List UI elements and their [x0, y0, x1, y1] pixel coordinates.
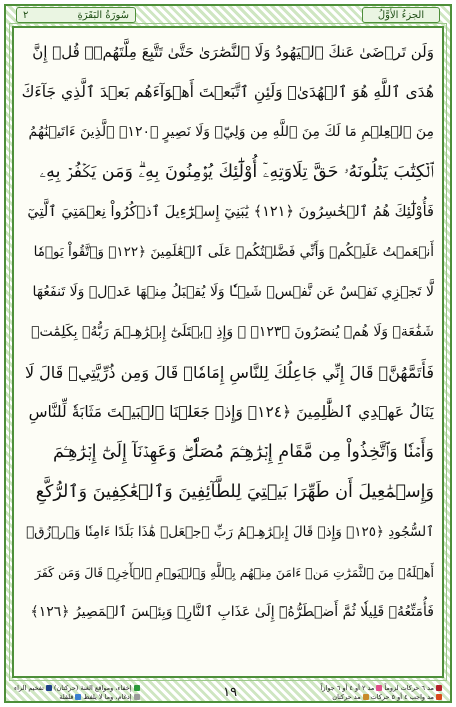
surah-number: ٢: [23, 9, 29, 21]
verse-line: يَنَالُ عَهۡدِي ٱلظَّٰلِمِينَ ﴿١٢٤﴾ وَإِذۡ جَعَلۡنَا ٱلۡبَيۡتَ مَثَابَةٗ لِّلنَّاسِ: [28, 403, 434, 421]
page-number: ١٩: [223, 684, 238, 700]
verse-line: وَأَمۡنٗا وَٱتَّخِذُواْ مِن مَّقَامِ إِبۡرَٰهِـۧمَ مُصَلّٗىۖ وَعَهِدۡنَآ إِلَىٰٓ إِبۡرَٰهِـۧمَ: [53, 442, 434, 462]
legend-label: تفخيم الراء: [14, 683, 44, 692]
verse-line: ٱلسُّجُودِ ﴿١٢٥﴾ وَإِذۡ قَالَ إِبۡرَٰهِـۧمُ رَبِّ ٱجۡعَلۡ هَٰذَا بَلَدًا ءَامِنٗا وَٱرۡزُقۡ: [26, 524, 434, 540]
surah-name: سُورَةُ البَقَرَةِ: [77, 9, 129, 21]
legend-item: [14, 693, 140, 701]
verse-line: أَنۡعَمۡتُ عَلَيۡكُمۡ وَأَنِّي فَضَّلۡتُكُمۡ عَلَى ٱلۡعَٰلَمِينَ ﴿١٢٢﴾ وَٱتَّقُواْ يَوۡمٗا: [33, 244, 434, 260]
tajweed-legend-left: [14, 684, 140, 701]
legend-label: مد ٢ أو ٤ أو ٦ جوازاً: [320, 683, 375, 692]
verse-line: فَأُمَتِّعُهُۥ قَلِيلٗا ثُمَّ أَضۡطَرُّهُۥٓ إِلَىٰ عَذَابِ ٱلنَّارِۖ وَبِئۡسَ ٱلۡمَصِيرُ ﴿١٢٦﴾: [30, 604, 434, 620]
verse-line: شَفَٰعَةٞ وَلَا هُمۡ يُنصَرُونَ ﴿١٢٣﴾ ۞ وَإِذِ ٱبۡتَلَىٰٓ إِبۡرَٰهِـۧمَ رَبُّهُۥ بِكَلِمَٰتٖ: [31, 324, 434, 340]
verse-line: لَّا تَجۡزِي نَفۡسٌ عَن نَّفۡسٖ شَيۡـٔٗا وَلَا يُقۡبَلُ مِنۡهَا عَدۡلٞ وَلَا تَنفَعُهَا: [32, 284, 434, 300]
verse-line: مِنَ ٱلۡعِلۡمِ مَا لَكَ مِنَ ٱللَّهِ مِن وَلِيّٖ وَلَا نَصِيرٍ ﴿١٢٠﴾ ٱلَّذِينَ ءَاتَيۡنَٰهُمُ: [28, 124, 434, 140]
verses-area: [22, 32, 434, 672]
color-swatch-icon: [46, 685, 52, 691]
color-swatch-icon: [134, 685, 140, 691]
legend-item: [321, 693, 442, 701]
legend-label: مد ٦ حركات لزوماً: [384, 683, 434, 692]
verse-line: فَأُوْلَٰٓئِكَ هُمُ ٱلۡخَٰسِرُونَ ﴿١٢١﴾ يَٰبَنِيٓ إِسۡرَٰٓءِيلَ ٱذۡكُرُواْ نِعۡمَتِيَ ٱلَّتِيٓ: [27, 204, 434, 220]
color-swatch-icon: [436, 694, 442, 700]
surah-title-box: [16, 7, 136, 23]
legend-label: إدغام، وما لا يلفظ: [83, 692, 132, 701]
legend-label: إخفاء، ومواقع الغنة (حركتان): [53, 683, 132, 692]
verse-line: وَلَن تَرۡضَىٰ عَنكَ ٱلۡيَهُودُ وَلَا ٱلنَّصَٰرَىٰ حَتَّىٰ تَتَّبِعَ مِلَّتَهُمۡۗ قُلۡ إِنَّ: [32, 43, 434, 61]
color-swatch-icon: [376, 685, 382, 691]
color-swatch-icon: [134, 694, 140, 700]
tajweed-legend-right: [321, 684, 442, 701]
color-swatch-icon: [75, 694, 81, 700]
page-footer: [12, 681, 444, 703]
verse-line: ٱلۡكِتَٰبَ يَتۡلُونَهُۥ حَقَّ تِلَاوَتِهِۦٓ أُوْلَٰٓئِكَ يُؤۡمِنُونَ بِهِۦۗ وَمَن يَكۡفُرۡ بِهِۦ: [39, 162, 434, 182]
legend-label: مد واجب ٤ أو ٥ حركات: [370, 692, 434, 701]
juz-title-box: [362, 7, 440, 23]
verse-line: أَهۡلَهُۥ مِنَ ٱلثَّمَرَٰتِ مَنۡ ءَامَنَ مِنۡهُم بِٱللَّهِ وَٱلۡيَوۡمِ ٱلۡأٓخِرِۚ قَالَ وَمَن كَفَرَ: [34, 564, 434, 580]
color-swatch-icon: [363, 694, 369, 700]
legend-label: مد حركتان: [332, 692, 361, 701]
juz-name: الجزءُ الأوَّلُ: [377, 9, 425, 21]
verse-line: هُدَى ٱللَّهِ هُوَ ٱلۡهُدَىٰۗ وَلَئِنِ ٱتَّبَعۡتَ أَهۡوَآءَهُم بَعۡدَ ٱلَّذِي جَآءَكَ: [22, 83, 434, 101]
color-swatch-icon: [436, 685, 442, 691]
legend-item: [321, 684, 442, 692]
page-header: [12, 6, 444, 24]
legend-label: قلقلة: [59, 692, 74, 701]
verse-line: وَإِسۡمَٰعِيلَ أَن طَهِّرَا بَيۡتِيَ لِلطَّآئِفِينَ وَٱلۡعَٰكِفِينَ وَٱلرُّكَّعِ: [35, 482, 434, 502]
legend-item: [14, 684, 140, 692]
verse-line: فَأَتَمَّهُنَّۖ قَالَ إِنِّي جَاعِلُكَ لِلنَّاسِ إِمَامٗاۖ قَالَ وَمِن ذُرِّيَّتِيۖ قَالَ لَا: [24, 362, 434, 382]
